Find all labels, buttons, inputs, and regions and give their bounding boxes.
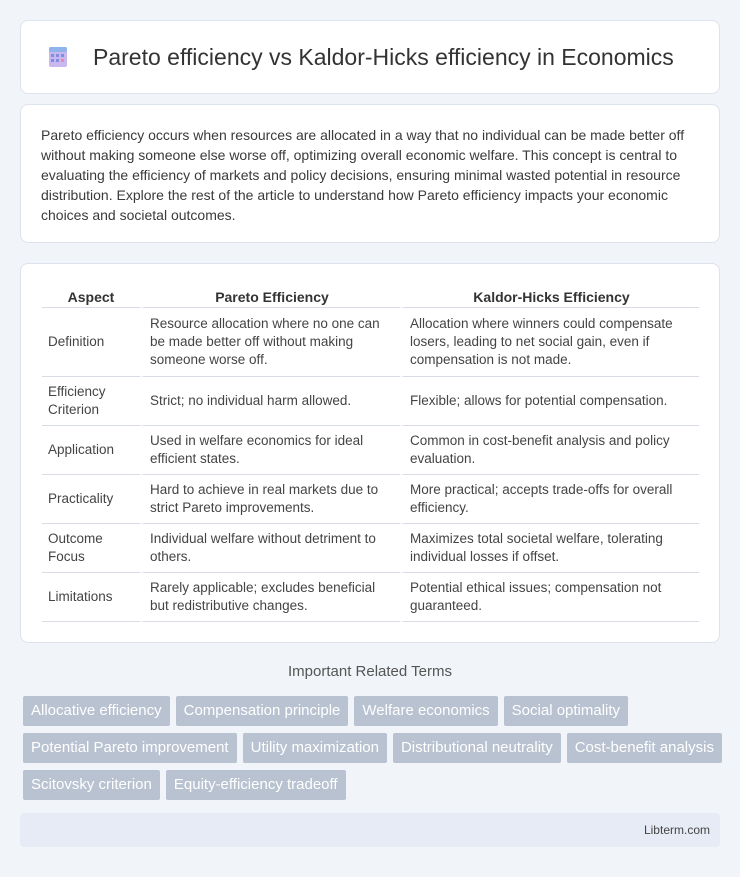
related-term-tag[interactable]: Scitovsky criterion [23,770,160,800]
footer-site-link[interactable]: Libterm.com [643,823,710,837]
related-terms-title: Important Related Terms [288,663,452,680]
table-row [42,475,699,524]
row-aspect: Limitations [42,573,140,622]
row-aspect: Outcome Focus [42,524,140,573]
pareto-cell: Rarely applicable; excludes beneficial but redistributive changes. [140,573,400,622]
row-aspect: Definition [42,308,140,377]
row-aspect: Practicality [42,475,140,524]
table-row [42,426,699,475]
row-aspect: Application [42,426,140,475]
kaldor-hicks-cell: Maximizes total societal welfare, tolerating individual losses if offset. [400,524,699,573]
kaldor-hicks-cell: Potential ethical issues; compensation not guaranteed. [400,573,699,622]
column-header-kaldor-hicks: Kaldor-Hicks Efficiency [400,284,699,308]
table-row [42,308,699,377]
pareto-cell: Resource allocation where no one can be made better off without making someone worse off. [140,308,400,377]
pareto-cell: Used in welfare economics for ideal efficient states. [140,426,400,475]
pareto-cell: Hard to achieve in real markets due to strict Pareto improvements. [140,475,400,524]
comparison-table-card [20,263,720,643]
related-term-tag[interactable]: Distributional neutrality [393,733,561,763]
kaldor-hicks-cell: More practical; accepts trade-offs for overall efficiency. [400,475,699,524]
related-terms-list [23,696,723,800]
column-header-aspect: Aspect [42,284,140,308]
intro-card [20,104,720,243]
related-term-tag[interactable]: Compensation principle [176,696,349,726]
book-icon [45,44,71,70]
kaldor-hicks-cell: Common in cost-benefit analysis and policy evaluation. [400,426,699,475]
related-term-tag[interactable]: Potential Pareto improvement [23,733,237,763]
comparison-table [42,284,699,622]
related-term-tag[interactable]: Equity-efficiency tradeoff [166,770,346,800]
page-title: Pareto efficiency vs Kaldor-Hicks efficiency in Economics [93,43,674,70]
table-header-row [42,284,699,308]
table-row [42,573,699,622]
table-row [42,524,699,573]
footer-bar [20,813,720,847]
pareto-cell: Individual welfare without detriment to others. [140,524,400,573]
related-term-tag[interactable]: Social optimality [504,696,628,726]
related-term-tag[interactable]: Utility maximization [243,733,387,763]
related-term-tag[interactable]: Cost-benefit analysis [567,733,722,763]
pareto-cell: Strict; no individual harm allowed. [140,377,400,426]
related-term-tag[interactable]: Allocative efficiency [23,696,170,726]
intro-paragraph: Pareto efficiency occurs when resources are allocated in a way that no individual can be made better off without making someone else worse off, optimizing overall economic welfare. This concept is central to evaluating the efficiency of markets and policy decisions, ensuring minimal wasted potential in resource distribution. Explore the rest of the article to understand how Pareto efficiency impacts your economic choices and societal outcomes. [41,127,685,223]
related-term-tag[interactable]: Welfare economics [354,696,497,726]
header-card [20,20,720,94]
table-row [42,377,699,426]
kaldor-hicks-cell: Flexible; allows for potential compensation. [400,377,699,426]
kaldor-hicks-cell: Allocation where winners could compensate losers, leading to net social gain, even if compensation is not made. [400,308,699,377]
row-aspect: Efficiency Criterion [42,377,140,426]
column-header-pareto: Pareto Efficiency [140,284,400,308]
